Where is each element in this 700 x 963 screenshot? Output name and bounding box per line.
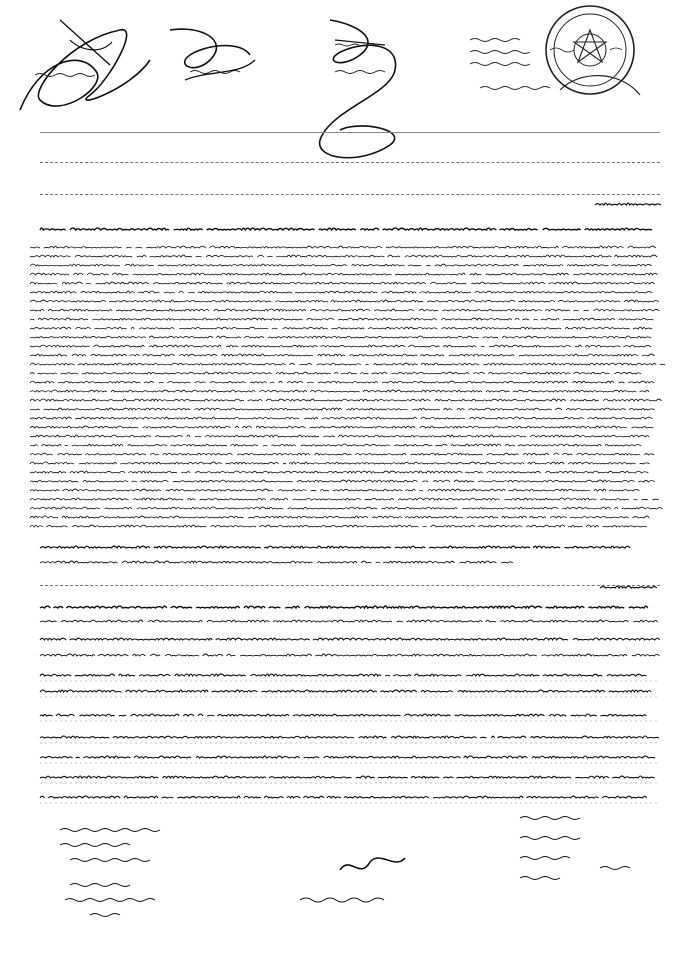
footer-signature (300, 898, 384, 902)
